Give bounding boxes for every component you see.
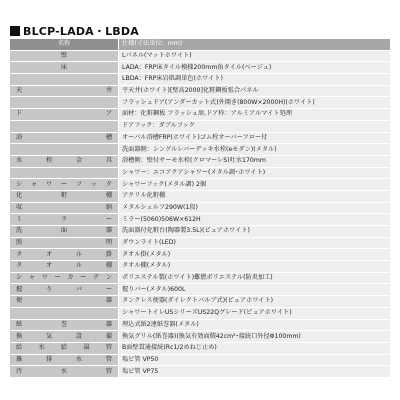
row-spec-cell: 換気グリル(紙巻器)(換気有効面積42cm²･接続口外径Φ100mm) [119,331,391,343]
row-spec-cell: ポリエステル製(ホワイト)難燃ポリエステル(防炎加工) [119,272,391,284]
table-row [10,202,390,214]
row-label: 照 明 [16,239,112,247]
table-row [10,354,390,366]
row-label-cell [10,319,119,331]
row-label-cell [10,272,119,284]
header-name-cell: 名称 [10,39,119,50]
table-row [10,132,390,144]
table-row [10,319,390,331]
row-label: 壁 [60,52,68,60]
row-label: 換 気 設 備 [16,332,112,340]
table-row [10,74,390,86]
row-spec-cell: ダウンライト(LED) [119,237,391,249]
title-marker [10,26,20,36]
table-row [10,120,390,132]
row-label: 収 納 [16,203,112,211]
row-spec-cell: B面壁貫通接続(Rc1/2めねじ止め) [119,342,391,354]
row-label-cell [10,342,119,354]
page-title: BLCP-LADA・LBDA [23,25,139,38]
row-spec-cell: 握りバー(メタル)600L [119,284,391,296]
row-label-cell [10,331,119,343]
row-spec-cell: オーバル浴槽FRP(ホワイト)ゴム栓オーバーフロー付 [119,132,391,144]
table-row [10,261,390,273]
row-label: 水 栓 金 具 [16,157,112,165]
row-label-cell [10,190,119,202]
row-label: 握 り バ ー [16,285,112,293]
row-label-cell [10,132,119,144]
row-spec-cell: ドアフック：ダブルフック [119,120,391,132]
row-spec-cell: タンクレス便器(ダイレクトバルブ式)(ピュアホワイト) [119,296,391,308]
table-header-row [10,39,390,50]
row-spec-cell: 塩ビ管 VP50 [119,354,391,366]
table-row [10,179,390,191]
row-label: 汚 水 管 [16,367,112,375]
row-label-cell [10,74,119,86]
row-spec-cell: アクリル化粧棚 [119,190,391,202]
row-label: 浴 槽 [16,133,112,141]
row-label-cell [10,167,119,179]
row-label: シ ャ ワ ー カ ー テ ン [16,274,112,282]
row-label: 便 器 [16,297,112,305]
row-spec-cell: メタルシェルフ290W(1段) [119,202,391,214]
row-spec-cell: 塩ビ管 VP75 [119,366,391,378]
header-spec-cell: 仕様(寸法単位：mm) [119,39,391,50]
row-label-cell [10,120,119,132]
row-spec-cell: ミラー(5060)506W×612H [119,214,391,226]
table-row [10,331,390,343]
row-spec-cell: 平天井(ホワイト)[壁高2000]化粧鋼板張合パネル [119,85,391,97]
table-row [10,144,390,156]
table-row [10,366,390,378]
table-row [10,249,390,261]
row-label: タ オ ル 掛 [16,250,112,258]
row-label: ミ ラ ー [16,215,112,223]
row-label-cell [10,214,119,226]
spec-table [10,39,390,378]
row-label-cell [10,226,119,238]
row-spec-cell: 埋込式紙2連紙巻器(メタル) [119,319,391,331]
table-row [10,62,390,74]
row-label-cell [10,155,119,167]
row-label-cell [10,366,119,378]
row-spec-cell: 洗面器付化粧台(陶器製3.5L)(ピュアホワイト) [119,226,391,238]
table-row [10,296,390,308]
row-label: シ ャ ワ ー フ ッ ク [16,180,112,188]
table-row [10,284,390,296]
row-label: 化 粧 棚 [16,192,112,200]
row-spec-cell: Lパネル(マットホワイト) [119,50,391,62]
row-spec-cell: シャワートイレUSシリーズUS22Qグレード(ピュアホワイト) [119,307,391,319]
row-spec-cell: LADA：FRP床タイル模様200mm角タイル(ベージュ) [119,62,391,74]
table-row [10,50,390,62]
row-label: 天 井 [16,87,112,95]
row-label-cell [10,249,119,261]
title-bar [10,24,139,38]
row-label-cell [10,284,119,296]
table-row [10,85,390,97]
row-label: 紙 巻 器 [16,320,112,328]
row-label-cell [10,179,119,191]
row-label: 給 水 給 湯 管 [16,344,112,352]
row-spec-cell: タオル棚(メタル) [119,261,391,273]
row-spec-cell: フラッシュドア(アンダーカット式)外開き(800W×2000H)(ホワイト) [119,97,391,109]
row-label: 床 [60,63,68,71]
row-spec-cell: 面材：化粧鋼板 フラッシュ扉,ドア枠：アルミアルマイト処理 [119,109,391,121]
table-row [10,190,390,202]
row-label-cell [10,109,119,121]
row-label-cell [10,307,119,319]
row-label-cell [10,144,119,156]
row-label: 雑 排 水 管 [16,355,112,363]
row-label: ド ア [16,110,112,118]
row-spec-cell: シャワー：エコアクアシャワー(メタル調･ホワイト) [119,167,391,179]
table-row [10,97,390,109]
row-label-cell [10,97,119,109]
row-label-cell [10,202,119,214]
table-row [10,214,390,226]
row-label: 洗 面 器 [16,227,112,235]
table-row [10,272,390,284]
row-spec-cell: 洗面器側：シングルレバーデッキ水栓(eモダン)(メタル) [119,144,391,156]
table-row [10,342,390,354]
row-spec-cell: LBDA：FRP床岩肌調単色(ホワイト) [119,74,391,86]
row-label: タ オ ル 棚 [16,262,112,270]
table-row [10,307,390,319]
row-label-cell [10,296,119,308]
table-row [10,237,390,249]
row-label-cell [10,261,119,273]
row-spec-cell: シャワーフック(メタル調) 2個 [119,179,391,191]
row-label-cell [10,354,119,366]
row-spec-cell: タオル掛(メタル) [119,249,391,261]
table-row [10,167,390,179]
row-label-cell [10,85,119,97]
row-spec-cell: 浴槽側：壁付サーモ水栓(クロマーレS)吐水170mm [119,155,391,167]
table-row [10,226,390,238]
table-row [10,155,390,167]
table-row [10,109,390,121]
row-label-cell [10,237,119,249]
row-label-cell [10,62,119,74]
row-label-cell [10,50,119,62]
